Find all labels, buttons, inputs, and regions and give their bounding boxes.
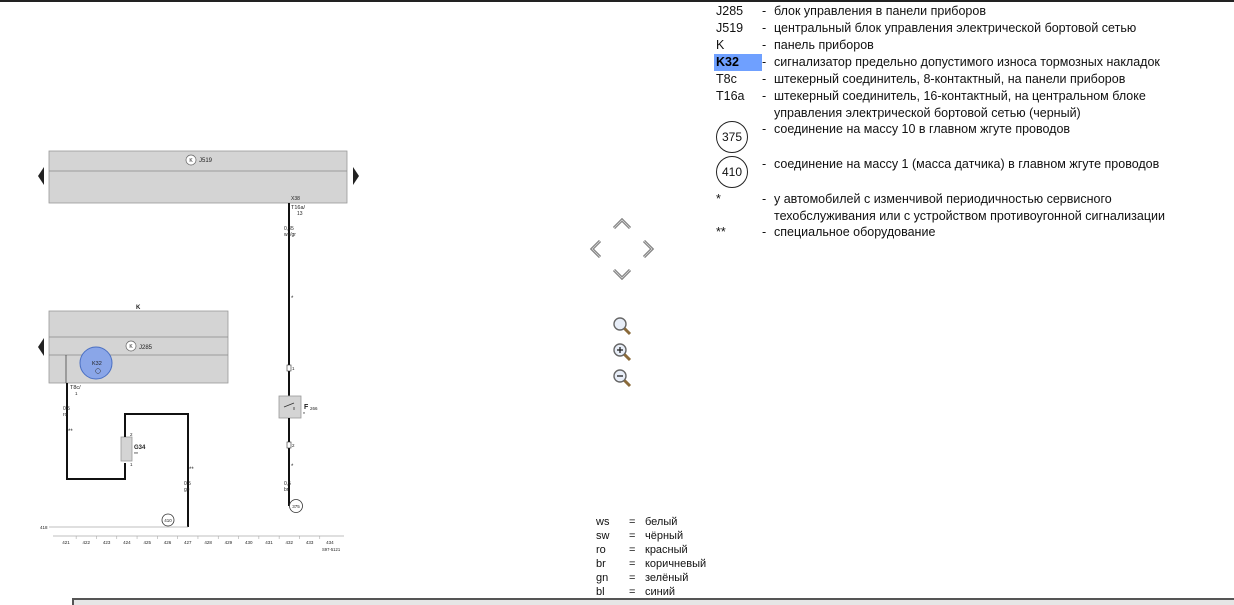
wire-k32-g34[interactable]: [67, 383, 125, 479]
arrow-left-icon[interactable]: [38, 167, 44, 185]
f266-pin-bot: 2: [292, 443, 295, 448]
legend-desc: соединение на массу 1 (масса датчика) в главном жгуте проводов: [774, 157, 1160, 171]
color-row: bl = синий: [596, 586, 676, 598]
svg-text:Κ: Κ: [129, 344, 133, 350]
legend-desc: сигнализатор предельно допустимого износа тормозных накладок: [774, 55, 1160, 69]
wire-color-key: [596, 515, 736, 599]
g34-pin-top: 2: [130, 432, 133, 437]
status-bar: [72, 598, 1234, 605]
legend-code: J519: [716, 21, 744, 35]
axis-ticks: [62, 536, 334, 545]
axis-number: 431: [265, 540, 273, 545]
legend-desc: соединение на массу 10 в главном жгуте проводов: [774, 122, 1071, 136]
axis-number: 426: [163, 540, 172, 545]
axis-number: 432: [285, 540, 294, 545]
zoom-button[interactable]: [611, 315, 633, 337]
ground-symbol: 375: [716, 121, 748, 153]
k32-label: K32: [92, 361, 102, 367]
axis-number: 430: [244, 540, 253, 545]
chevron-right-icon: [640, 238, 656, 260]
wire2-stars: **: [68, 429, 73, 435]
wire2-size: 0,5: [63, 406, 70, 412]
color-row: gn = зелёный: [596, 572, 689, 584]
color-row: br = коричневый: [596, 558, 707, 570]
chevron-up-icon: [611, 216, 633, 232]
f266-pin-top: 1: [292, 366, 295, 371]
wire1-size: 0,35: [284, 226, 294, 232]
wiring-diagram: [0, 0, 380, 560]
wire3-color: ge: [184, 487, 190, 493]
legend-code: J285: [716, 4, 744, 18]
legend-code: T8c: [716, 72, 737, 86]
legend-desc: центральный блок управления электрической бортовой сетью: [774, 21, 1137, 35]
legend-code: K: [716, 38, 725, 52]
wire3-size: 0,5: [184, 481, 191, 487]
legend-desc: панель приборов: [774, 38, 874, 52]
legend-desc: специальное оборудование: [774, 225, 936, 239]
wire2-color: ro: [63, 412, 68, 418]
color-row: sw = чёрный: [596, 530, 684, 542]
chevron-left-icon: [588, 238, 604, 260]
legend-code: *: [716, 192, 721, 206]
axis-number: 429: [224, 540, 233, 545]
pan-right-button[interactable]: [640, 238, 656, 260]
arrow-right-icon[interactable]: [353, 167, 359, 185]
color-row: ro = красный: [596, 544, 688, 556]
j519-label: J519: [199, 158, 213, 164]
k-label: K: [136, 305, 141, 311]
legend-code: T16a: [716, 89, 745, 103]
zoom-out-icon: [611, 367, 633, 389]
wire3-stars: **: [189, 467, 194, 473]
legend-desc: у автомобилей с изменчивой периодичностью сервисного техобслуживания или с устройством противоугонной сигнализации: [774, 192, 1165, 223]
pan-down-button[interactable]: [611, 266, 633, 282]
legend-desc: блок управления в панели приборов: [774, 4, 986, 18]
wire4-star: *: [291, 464, 294, 470]
zoom-in-button[interactable]: [611, 341, 633, 363]
axis-number: 427: [184, 540, 192, 545]
connector-t16a: T16a/: [291, 205, 306, 211]
f266-switch[interactable]: [279, 396, 301, 418]
legend-desc: штекерный соединитель, 8-контактный, на панели приборов: [774, 72, 1126, 86]
pan-up-button[interactable]: [611, 216, 633, 232]
svg-text:Κ: Κ: [189, 158, 193, 164]
axis-number: 428: [204, 540, 212, 545]
chevron-down-icon: [611, 266, 633, 282]
wire1-star: *: [291, 296, 294, 302]
rail-start-label: 418: [40, 525, 48, 530]
axis-number: 422: [82, 540, 91, 545]
zoom-in-icon: [611, 341, 633, 363]
pan-left-button[interactable]: [588, 238, 604, 260]
axis-number: 433: [305, 540, 314, 545]
connector-t8c: T8c/: [70, 385, 81, 391]
arrow-left-icon[interactable]: [38, 338, 44, 356]
f266-label: F: [304, 404, 309, 411]
axis-number: 423: [102, 540, 111, 545]
g34-label: G34: [134, 445, 146, 451]
legend-desc: штекерный соединитель, 16-контактный, на центральном блоке управления электрической бортовой сетью (черный): [774, 89, 1146, 120]
wire4-size: 0,5: [284, 481, 291, 487]
axis-number: 421: [62, 540, 70, 545]
g34-sensor[interactable]: [121, 437, 132, 461]
zoom-icon: [611, 315, 633, 337]
wire-g34-ground[interactable]: [125, 414, 188, 527]
ground-375-label: 375: [292, 504, 300, 509]
legend-code: **: [716, 225, 726, 239]
wire4-color: br: [284, 487, 289, 493]
f266-sub: 266: [310, 406, 318, 411]
zoom-out-button[interactable]: [611, 367, 633, 389]
sheet-code: S97-5121: [322, 547, 341, 552]
connector-x38: X38: [291, 196, 300, 202]
axis-number: 434: [326, 540, 334, 545]
color-row: ws = белый: [596, 516, 678, 528]
g34-pin-bot: 1: [130, 462, 133, 467]
f266-star: *: [303, 412, 305, 418]
ground-410-label: 410: [164, 518, 172, 523]
axis-number: 425: [143, 540, 151, 545]
j285-label: J285: [139, 345, 153, 351]
connector-t8c-pin: 1: [75, 391, 78, 396]
axis-number: 424: [123, 540, 131, 545]
g34-stars: **: [134, 452, 138, 458]
j519-block[interactable]: [49, 151, 347, 203]
connector-t16a-pin: 13: [297, 211, 303, 217]
ground-symbol: 410: [716, 156, 748, 188]
legend-code-highlighted: K32: [714, 54, 762, 71]
wire1-color: ws/gr: [284, 232, 296, 238]
